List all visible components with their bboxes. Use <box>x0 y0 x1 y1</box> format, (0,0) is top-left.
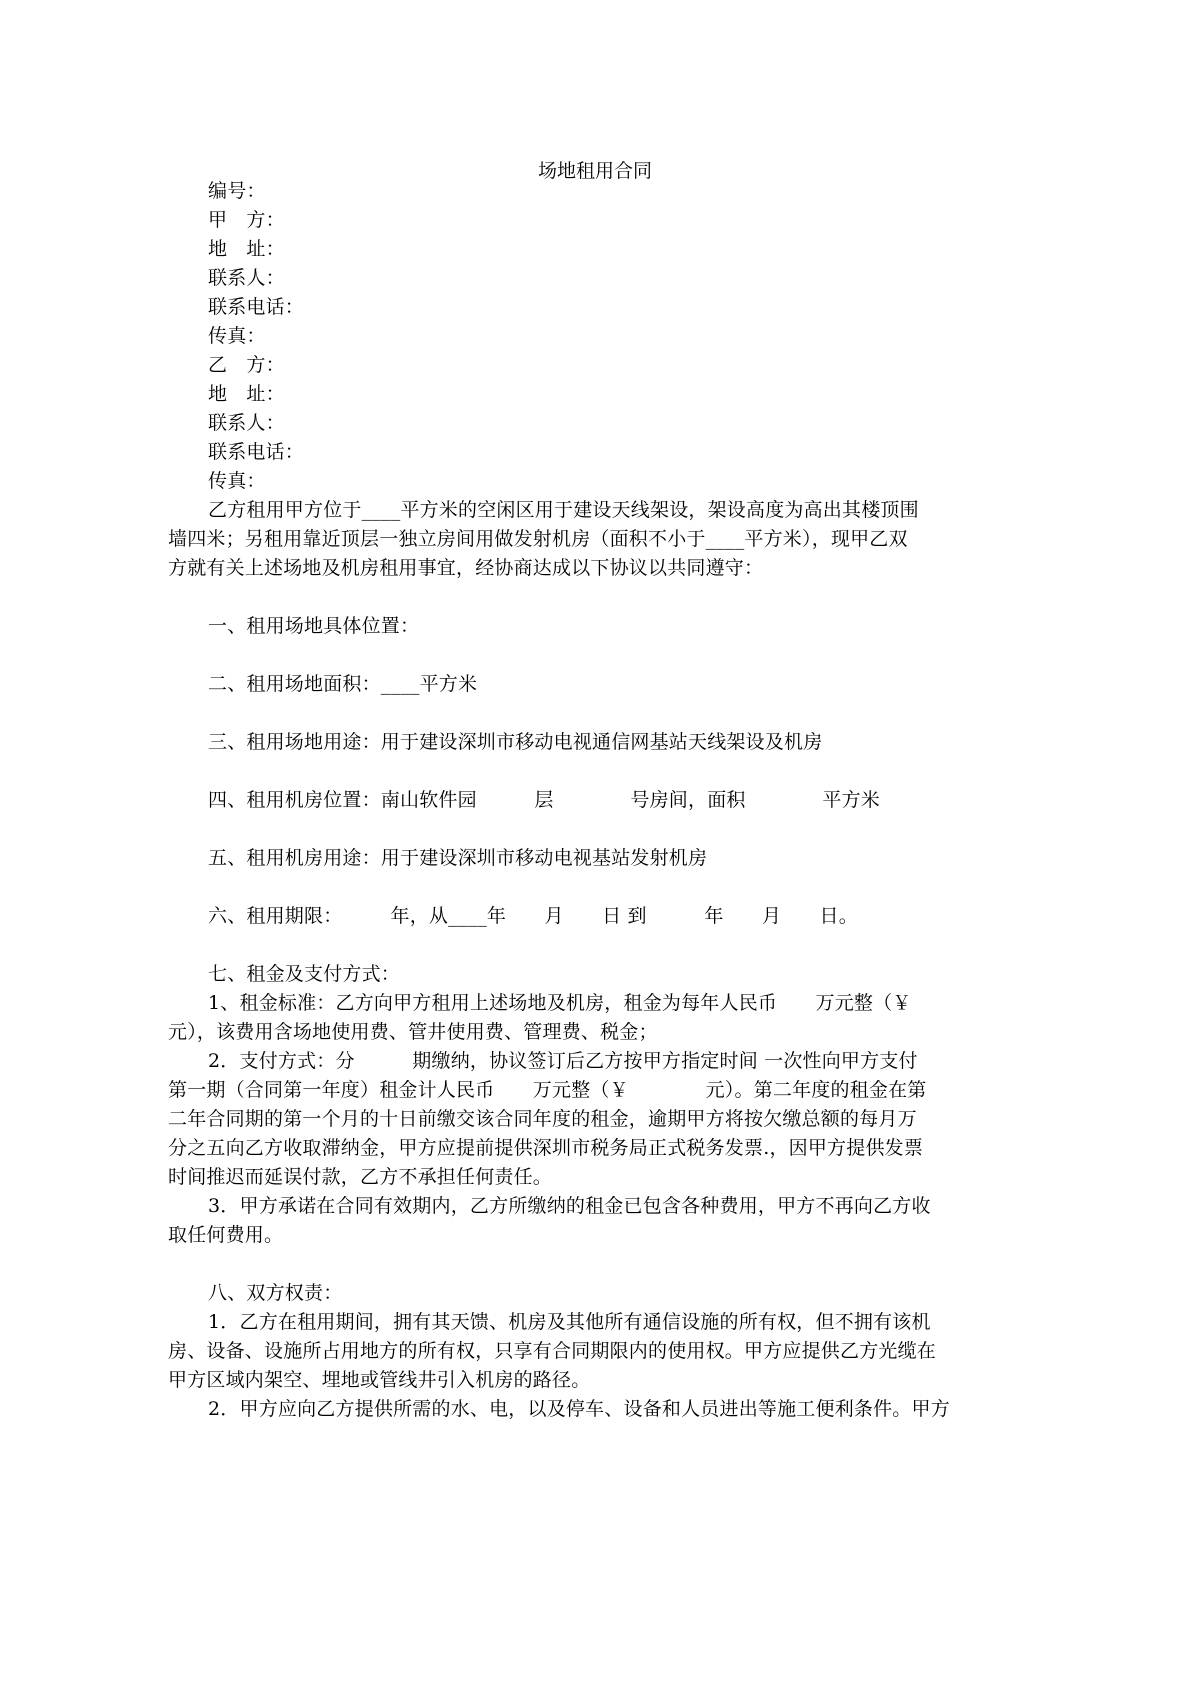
section-5: 五、租用机房用途：用于建设深圳市移动电视基站发射机房 <box>208 847 708 869</box>
field-party-b-fax: 传真： <box>208 470 266 492</box>
section-6: 六、租用期限： 年，从____年 月 日 到 年 月 日。 <box>208 905 858 927</box>
rent-item-2-line: 第一期（合同第一年度）租金计人民币 万元整（￥ 元）。第二年度的租金在第 <box>168 1079 927 1101</box>
section-4: 四、租用机房位置：南山软件园 层 号房间，面积 平方米 <box>208 789 881 811</box>
section-1: 一、租用场地具体位置： <box>208 615 420 637</box>
intro-line: 方就有关上述场地及机房租用事宜，经协商达成以下协议以共同遵守： <box>168 557 764 579</box>
field-party-a: 甲 方： <box>208 209 285 231</box>
field-number: 编号： <box>208 180 266 202</box>
rent-item-2-line: 时间推迟而延误付款，乙方不承担任何责任。 <box>168 1166 553 1188</box>
intro-line: 乙方租用甲方位于____平方米的空闲区用于建设天线架设，架设高度为高出其楼顶围 <box>208 499 919 521</box>
rights-item-2-line: 2．甲方应向乙方提供所需的水、电，以及停车、设备和人员进出等施工便利条件。甲方 <box>208 1398 950 1420</box>
rights-item-1-line: 甲方区域内架空、埋地或管线井引入机房的路径。 <box>168 1369 591 1391</box>
field-party-a-address: 地 址： <box>208 238 285 260</box>
section-2: 二、租用场地面积：____平方米 <box>208 673 478 695</box>
rent-item-1-line: 1、租金标准：乙方向甲方租用上述场地及机房，租金为每年人民币 万元整（￥ <box>208 992 912 1014</box>
rent-item-3-line: 取任何费用。 <box>168 1224 284 1246</box>
rent-item-2-line: 二年合同期的第一个月的十日前缴交该合同年度的租金，逾期甲方将按欠缴总额的每月万 <box>168 1108 917 1130</box>
field-party-a-phone: 联系电话： <box>208 296 305 318</box>
field-party-b: 乙 方： <box>208 354 285 376</box>
rights-item-1-line: 房、设备、设施所占用地方的所有权，只享有合同期限内的使用权。甲方应提供乙方光缆在 <box>168 1340 937 1362</box>
field-party-b-address: 地 址： <box>208 383 285 405</box>
rent-item-1-line: 元），该费用含场地使用费、管井使用费、管理费、税金； <box>168 1021 658 1043</box>
rights-item-1-line: 1．乙方在租用期间，拥有其天馈、机房及其他所有通信设施的所有权，但不拥有该机 <box>208 1311 931 1333</box>
field-party-b-phone: 联系电话： <box>208 441 305 463</box>
field-party-b-contact: 联系人： <box>208 412 285 434</box>
rent-item-2-line: 分之五向乙方收取滞纳金，甲方应提前提供深圳市税务局正式税务发票.，因甲方提供发票 <box>168 1137 924 1159</box>
field-party-a-contact: 联系人： <box>208 267 285 289</box>
section-8: 八、双方权责： <box>208 1282 343 1304</box>
section-3: 三、租用场地用途：用于建设深圳市移动电视通信网基站天线架设及机房 <box>208 731 823 753</box>
section-7: 七、租金及支付方式： <box>208 963 401 985</box>
document-title: 场地租用合同 <box>537 160 652 182</box>
intro-line: 墙四米；另租用靠近顶层一独立房间用做发射机房（面积不小于____平方米），现甲乙双 <box>168 528 908 550</box>
rent-item-2-line: 2．支付方式：分 期缴纳，协议签订后乙方按甲方指定时间 一次性向甲方支付 <box>208 1050 918 1072</box>
field-party-a-fax: 传真： <box>208 325 266 347</box>
rent-item-3-line: 3．甲方承诺在合同有效期内，乙方所缴纳的租金已包含各种费用，甲方不再向乙方收 <box>208 1195 931 1217</box>
